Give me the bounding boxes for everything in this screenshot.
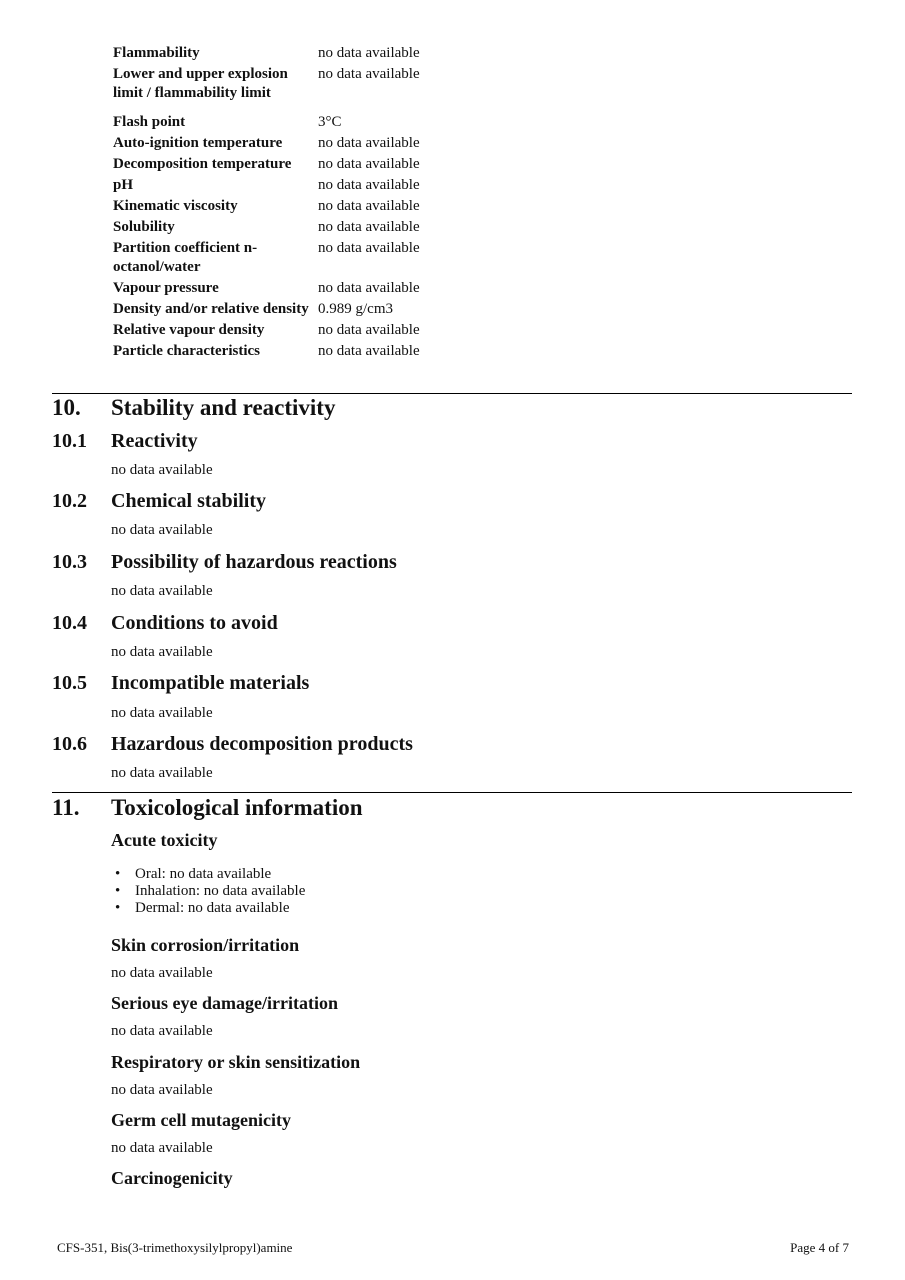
sensitization-text: no data available xyxy=(111,1082,213,1098)
property-label: Solubility xyxy=(113,219,175,235)
subsection-10-6-heading xyxy=(52,732,413,756)
property-value: no data available xyxy=(318,343,420,359)
property-value: no data available xyxy=(318,156,420,172)
section-number: 11. xyxy=(52,795,80,820)
property-row xyxy=(113,44,513,63)
subsection-title: Hazardous decomposition products xyxy=(111,733,413,755)
subsection-number: 10.3 xyxy=(52,551,87,573)
mutagenicity-heading: Germ cell mutagenicity xyxy=(111,1110,291,1130)
subsection-10-1-heading xyxy=(52,429,198,453)
property-value: no data available xyxy=(318,240,420,256)
subsection-10-4-heading xyxy=(52,611,278,635)
section-10-heading xyxy=(52,394,335,422)
subsection-number: 10.4 xyxy=(52,612,87,634)
property-row xyxy=(113,134,513,153)
property-label: Decomposition temperature xyxy=(113,156,292,172)
property-value: 0.989 g/cm3 xyxy=(318,301,393,317)
subsection-title: Possibility of hazardous reactions xyxy=(111,551,397,573)
property-value: no data available xyxy=(318,198,420,214)
footer-page-number: Page 4 of 7 xyxy=(790,1240,849,1255)
subsection-10-3-heading xyxy=(52,550,397,574)
subsection-title: Incompatible materials xyxy=(111,672,310,694)
property-label: pH xyxy=(113,177,134,193)
property-label: Relative vapour density xyxy=(113,322,265,338)
subsection-text: no data available xyxy=(111,583,213,599)
property-label: Partition coefficient n-octanol/water xyxy=(113,240,258,275)
list-item: • Dermal: no data available xyxy=(113,900,305,917)
subsection-text: no data available xyxy=(111,644,213,660)
property-row xyxy=(113,176,513,195)
subsection-number: 10.5 xyxy=(52,672,87,694)
subsection-title: Reactivity xyxy=(111,430,198,452)
property-value: no data available xyxy=(318,177,420,193)
subsection-text: no data available xyxy=(111,522,213,538)
acute-toxicity-heading: Acute toxicity xyxy=(111,830,218,850)
property-value: no data available xyxy=(318,322,420,338)
subsection-number: 10.6 xyxy=(52,733,87,755)
eye-damage-text: no data available xyxy=(111,1023,213,1039)
list-item: • Oral: no data available xyxy=(113,866,305,883)
property-row xyxy=(113,239,513,277)
property-row xyxy=(113,65,513,103)
property-value: no data available xyxy=(318,45,420,61)
section-divider xyxy=(52,792,852,793)
subsection-10-5-heading xyxy=(52,671,309,695)
property-row xyxy=(113,218,513,237)
skin-corrosion-text: no data available xyxy=(111,965,213,981)
section-number: 10. xyxy=(52,395,81,420)
property-label: Vapour pressure xyxy=(113,280,219,296)
property-value: no data available xyxy=(318,66,420,82)
section-title: Toxicological information xyxy=(111,795,363,820)
subsection-text: no data available xyxy=(111,765,213,781)
subsection-text: no data available xyxy=(111,462,213,478)
property-label: Auto-ignition temperature xyxy=(113,135,283,151)
property-label: Particle characteristics xyxy=(113,343,261,359)
section-11-heading xyxy=(52,794,363,822)
eye-damage-heading: Serious eye damage/irritation xyxy=(111,993,338,1013)
section-title: Stability and reactivity xyxy=(111,395,336,420)
skin-corrosion-heading: Skin corrosion/irritation xyxy=(111,935,300,955)
property-row xyxy=(113,321,513,340)
mutagenicity-text: no data available xyxy=(111,1140,213,1156)
property-row xyxy=(113,113,513,132)
properties-table xyxy=(113,44,513,361)
footer-document-name: CFS-351, Bis(3-trimethoxysilylpropyl)amine xyxy=(57,1240,293,1255)
subsection-text: no data available xyxy=(111,705,213,721)
property-value: 3°C xyxy=(318,114,342,130)
property-label: Density and/or relative density xyxy=(113,301,309,317)
list-item: • Inhalation: no data available xyxy=(113,883,305,900)
property-value: no data available xyxy=(318,135,420,151)
sensitization-heading: Respiratory or skin sensitization xyxy=(111,1052,361,1072)
property-label: Flash point xyxy=(113,114,186,130)
property-value: no data available xyxy=(318,219,420,235)
subsection-10-2-heading xyxy=(52,489,266,513)
property-row xyxy=(113,342,513,361)
subsection-title: Conditions to avoid xyxy=(111,612,278,634)
acute-toxicity-list xyxy=(113,866,305,917)
subsection-number: 10.1 xyxy=(52,430,87,452)
property-label: Kinematic viscosity xyxy=(113,198,238,214)
subsection-number: 10.2 xyxy=(52,490,87,512)
property-row xyxy=(113,197,513,216)
property-row xyxy=(113,300,513,319)
property-label: Lower and upper explosion limit / flammability limit xyxy=(113,66,288,101)
property-row xyxy=(113,279,513,298)
subsection-title: Chemical stability xyxy=(111,490,266,512)
carcinogenicity-heading: Carcinogenicity xyxy=(111,1168,233,1188)
property-label: Flammability xyxy=(113,45,200,61)
property-value: no data available xyxy=(318,280,420,296)
property-row xyxy=(113,155,513,174)
